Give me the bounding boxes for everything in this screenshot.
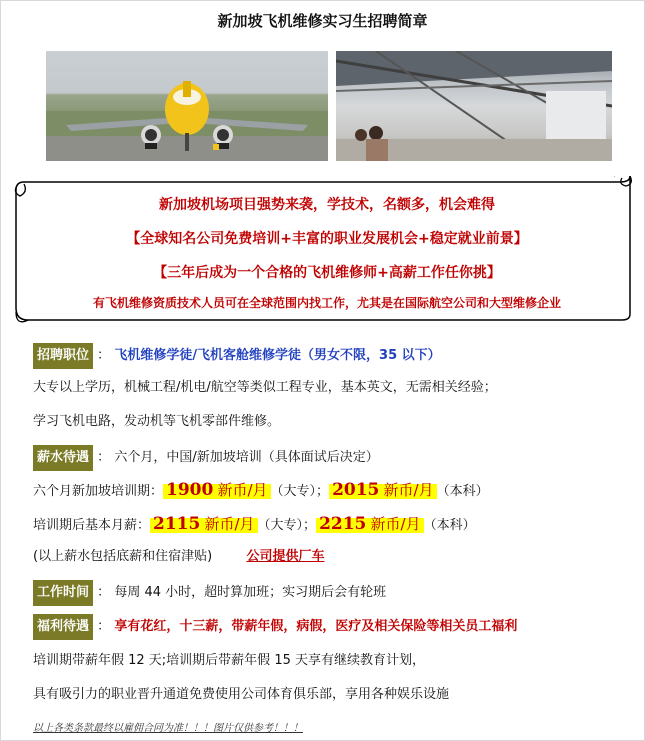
salary-label: 薪水待遇	[33, 445, 93, 471]
after-dazhuan-amount: 2115	[153, 514, 201, 534]
benefits-label: 福利待遇	[33, 614, 93, 640]
training-salary-row	[33, 479, 489, 503]
salary-row	[33, 445, 379, 471]
training-dazhuan-note: （大专）；	[270, 484, 330, 499]
benefits-value: 享有花红，十三薪，带薪年假，病假，医疗及相关保险等相关员工福利	[114, 619, 518, 634]
after-salary-prefix: 培训期后基本月薪：	[33, 518, 151, 533]
training-benke-amount: 2015	[332, 480, 380, 500]
footer-disclaimer: 以上各类条款最终以雇佣合同为准！！！图片仅供参考！！！	[33, 723, 303, 734]
benefits-sep: ：	[97, 619, 111, 634]
salary-note: (以上薪水包括底薪和住宿津贴)	[33, 549, 213, 564]
requirement-line-1: 大专以上学历，机械工程/机电/航空等类似工程专业，基本英文，无需相关经验；	[33, 380, 497, 395]
after-benke-unit: 新币/月	[370, 515, 421, 533]
benefits-line-2: 具有吸引力的职业晋升通道免费使用公司体育俱乐部，享用各种娱乐设施	[33, 687, 450, 702]
hours-value: 每周 44 小时，超时算加班；实习期后会有轮班	[114, 585, 387, 600]
salary-note-row	[33, 546, 324, 568]
training-dazhuan-unit: 新币/月	[217, 481, 268, 499]
after-dazhuan-unit: 新币/月	[204, 515, 255, 533]
airplane-photo	[46, 51, 328, 161]
benefits-line-1: 培训期带薪年假 12 天;培训期后带薪年假 15 天享有继续教育计划，	[33, 653, 425, 668]
after-salary-row	[33, 513, 476, 537]
salary-value: 六个月，中国/新加坡培训（具体面试后决定）	[114, 450, 379, 465]
position-value: 飞机维修学徒/飞机客舱维修学徒（男女不限，35 以下）	[114, 348, 441, 363]
hours-row	[33, 580, 386, 606]
position-label: 招聘职位	[33, 343, 93, 369]
after-dazhuan-note: （大专）；	[257, 518, 317, 533]
banner-line-1: 新加坡机场项目强势来袭，学技术，名额多，机会难得	[159, 197, 495, 213]
hours-label: 工作时间	[33, 580, 93, 606]
benefits-row	[33, 614, 517, 640]
banner-line-4: 有飞机维修资质技术人员可在全球范围内找工作，尤其是在国际航空公司和大型维修企业	[92, 296, 561, 310]
training-salary-prefix: 六个月新加坡培训期：	[33, 484, 164, 499]
training-benke-unit: 新币/月	[383, 481, 434, 499]
shuttle-bus-link[interactable]: 公司提供厂车	[246, 549, 325, 564]
banner-line-2: 【全球知名公司免费培训+丰富的职业发展机会+稳定就业前景】	[126, 231, 528, 247]
training-benke-note: （本科）	[436, 484, 489, 499]
training-dazhuan-amount: 1900	[166, 480, 214, 500]
after-benke-note: （本科）	[423, 518, 476, 533]
after-benke-amount: 2215	[319, 514, 367, 534]
position-sep: ：	[97, 348, 111, 363]
page-title: 新加坡飞机维修实习生招聘简章	[217, 12, 428, 30]
position-row	[33, 343, 441, 369]
hours-sep: ：	[97, 585, 111, 600]
salary-sep: ：	[97, 450, 111, 465]
hangar-photo	[336, 51, 612, 161]
scroll-banner	[10, 176, 638, 324]
requirement-line-2: 学习飞机电路，发动机等飞机零部件维修。	[33, 414, 281, 429]
banner-line-3: 【三年后成为一个合格的飞机维修师+高薪工作任你挑】	[153, 265, 501, 281]
